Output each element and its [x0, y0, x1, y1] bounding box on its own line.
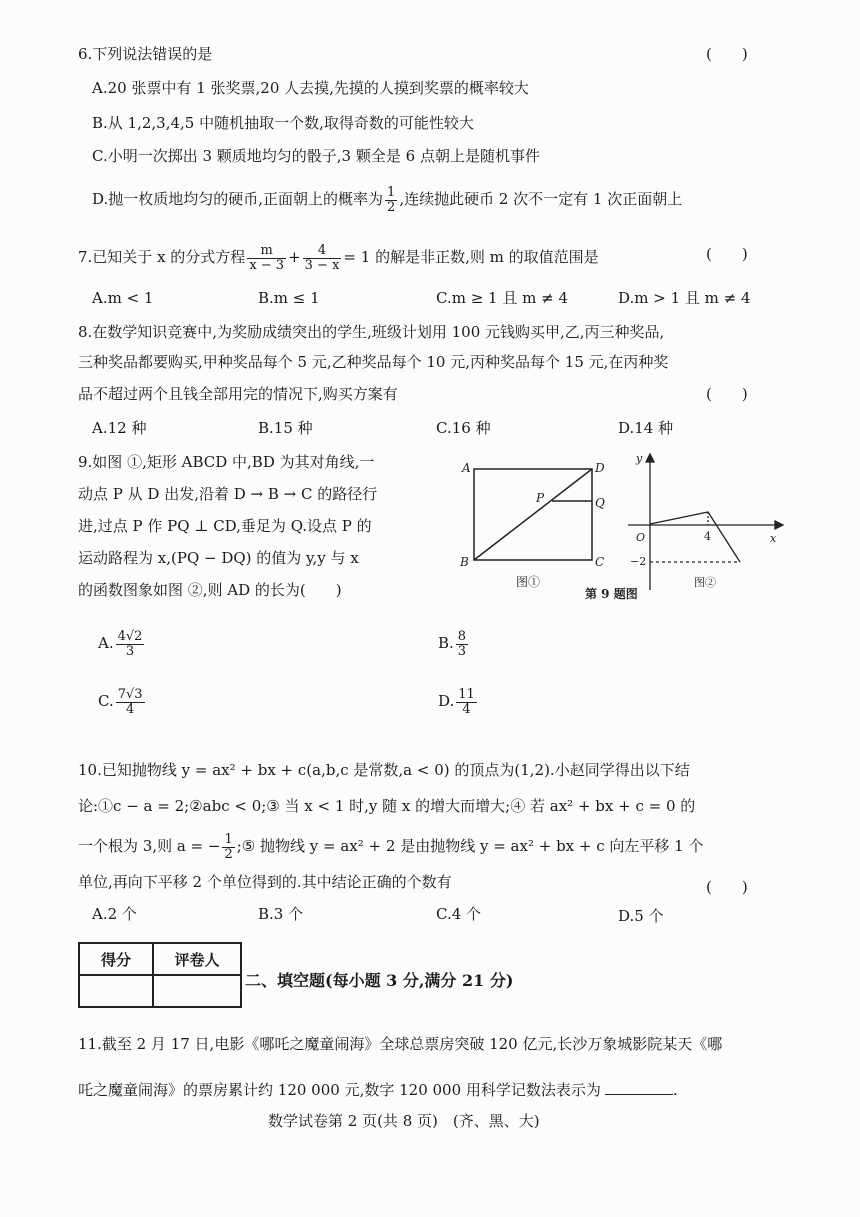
fig1-label-b: B [460, 555, 469, 569]
q11-line-1: 11.截至 2 月 17 日,电影《哪吒之魔童闹海》全球总票房突破 120 亿元,长沙万象城影院某天《哪 [78, 1035, 723, 1053]
q6-option-c: C.小明一次掷出 3 颗质地均匀的骰子,3 颗全是 6 点朝上是随机事件 [92, 147, 540, 165]
q8-option-d: D.14 种 [618, 419, 674, 437]
score-table [78, 942, 242, 1008]
q6-answer-paren: ( ) [706, 45, 748, 63]
q9-option-c: C. $\frac{7√3}{4}$ [98, 687, 143, 717]
section-2-title: 二、填空题(每小题 3 分,满分 21 分) [245, 971, 514, 990]
fig2-label-neg2: −2 [630, 555, 647, 568]
q9-line-1: 9.如图 ①,矩形 ABCD 中,BD 为其对角线,一 [78, 453, 375, 471]
fig2-label-x: x [770, 532, 777, 545]
q9-option-b: B. $\frac{8}{3}$ [438, 629, 467, 659]
q8-line-1: 8.在数学知识竞赛中,为奖励成绩突出的学生,班级计划用 100 元钱购买甲,乙,丙三种奖品, [78, 323, 665, 341]
fig2-label-o: O [636, 531, 646, 544]
score-table-header-score: 得分 [79, 943, 153, 975]
q7-fraction-2: $\frac{4}{3 - x}$ [304, 243, 340, 273]
fig1-label-a: A [462, 461, 471, 475]
q11-line-2: 吒之魔童闹海》的票房累计约 120 000 元,数字 120 000 用科学记数法表示为 . [78, 1081, 678, 1099]
fig1-label-d: D [595, 461, 605, 475]
q8-line-3: 品不超过两个且钱全部用完的情况下,购买方案有 [78, 385, 398, 403]
fig2-caption: 图② [694, 576, 716, 589]
q10-option-d: D.5 个 [618, 907, 664, 925]
q7-stem-pre: 7.已知关于 x 的分式方程 [78, 248, 246, 267]
q11-answer-blank[interactable] [605, 1094, 673, 1095]
q9-figure [450, 450, 790, 610]
q10-line-4: 单位,再向下平移 2 个单位得到的.其中结论正确的个数有 [78, 873, 452, 891]
fig1-label-c: C [595, 555, 605, 569]
q9-figure-1 [474, 469, 592, 560]
q6-option-a: A.20 张票中有 1 张奖票,20 人去摸,先摸的人摸到奖票的概率较大 [92, 79, 529, 97]
q8-answer-paren: ( ) [706, 385, 748, 403]
q7-option-c: C.m ≥ 1 且 m ≠ 4 [436, 289, 568, 307]
q9-option-a: A. $\frac{4√2}{3}$ [98, 629, 143, 659]
diagonal-bd [474, 469, 592, 560]
q9-figure-2 [628, 454, 783, 590]
score-cell[interactable] [79, 975, 153, 1007]
fig2-label-4: 4 [704, 530, 711, 543]
grader-cell[interactable] [153, 975, 241, 1007]
q10-option-c: C.4 个 [436, 905, 482, 923]
q8-option-c: C.16 种 [436, 419, 491, 437]
q6-option-d-post: ,连续抛此硬币 2 次不一定有 1 次正面朝上 [399, 190, 683, 209]
q9-option-d: D. $\frac{11}{4}$ [438, 687, 475, 717]
function-graph [650, 512, 740, 562]
q9-line-4: 运动路程为 x,(PQ − DQ) 的值为 y,y 与 x [78, 549, 359, 567]
q7-option-a: A.m < 1 [92, 289, 154, 307]
q9-line-2: 动点 P 从 D 出发,沿着 D → B → C 的路径行 [78, 485, 378, 503]
q10-line-1: 10.已知抛物线 y = ax² + bx + c(a,b,c 是常数,a < 0) 的顶点为(1,2).小赵同学得出以下结 [78, 761, 690, 779]
q10-line-3: 一个根为 3,则 a = − $\frac{1}{2}$ ;⑤ 抛物线 y = ax² + 2 是由抛物线 y = ax² + bx + c 向左平移 1 个 [78, 832, 704, 862]
q6-option-d-pre: D.抛一枚质地均匀的硬币,正面朝上的概率为 [92, 190, 384, 209]
score-table-header-grader: 评卷人 [153, 943, 241, 975]
q7-stem-post: = 1 的解是非正数,则 m 的取值范围是 [343, 248, 599, 267]
q8-option-a: A.12 种 [92, 419, 147, 437]
q7-fraction-1: $\frac{m}{x - 3}$ [249, 243, 285, 273]
q10-line-2: 论:①c − a = 2;②abc < 0;③ 当 x < 1 时,y 随 x 的增大而增大;④ 若 ax² + bx + c = 0 的 [78, 797, 696, 815]
q7-answer-paren: ( ) [706, 245, 748, 263]
q7-option-d: D.m > 1 且 m ≠ 4 [618, 289, 751, 307]
q8-option-b: B.15 种 [258, 419, 313, 437]
fig1-label-q: Q [595, 496, 605, 510]
q10-answer-paren: ( ) [706, 878, 748, 896]
q6-option-d-fraction: $\frac{1}{2}$ [387, 185, 396, 215]
q8-line-2: 三种奖品都要购买,甲种奖品每个 5 元,乙种奖品每个 10 元,丙种奖品每个 15 元,在丙种奖 [78, 353, 669, 371]
q9-line-3: 进,过点 P 作 PQ ⊥ CD,垂足为 Q.设点 P 的 [78, 517, 372, 535]
q6-stem: 6.下列说法错误的是 [78, 45, 213, 63]
q6-option-d [92, 186, 682, 214]
q10-option-a: A.2 个 [92, 905, 137, 923]
q10-option-b: B.3 个 [258, 905, 304, 923]
q9-line-5: 的函数图象如图 ②,则 AD 的长为( ) [78, 581, 342, 599]
q7-plus: + [288, 248, 301, 267]
x-axis-arrow [775, 521, 783, 529]
y-axis-arrow [646, 454, 654, 462]
q7-stem [78, 244, 599, 272]
fig1-label-p: P [536, 491, 545, 505]
q9-figure-caption: 第 9 题图 [585, 587, 638, 601]
q7-option-b: B.m ≤ 1 [258, 289, 320, 307]
fig1-caption: 图① [516, 575, 541, 589]
fig2-label-y: y [636, 452, 643, 465]
page-footer: 数学试卷第 2 页(共 8 页) (齐、黑、大) [268, 1112, 540, 1130]
q6-option-b: B.从 1,2,3,4,5 中随机抽取一个数,取得奇数的可能性较大 [92, 114, 474, 132]
